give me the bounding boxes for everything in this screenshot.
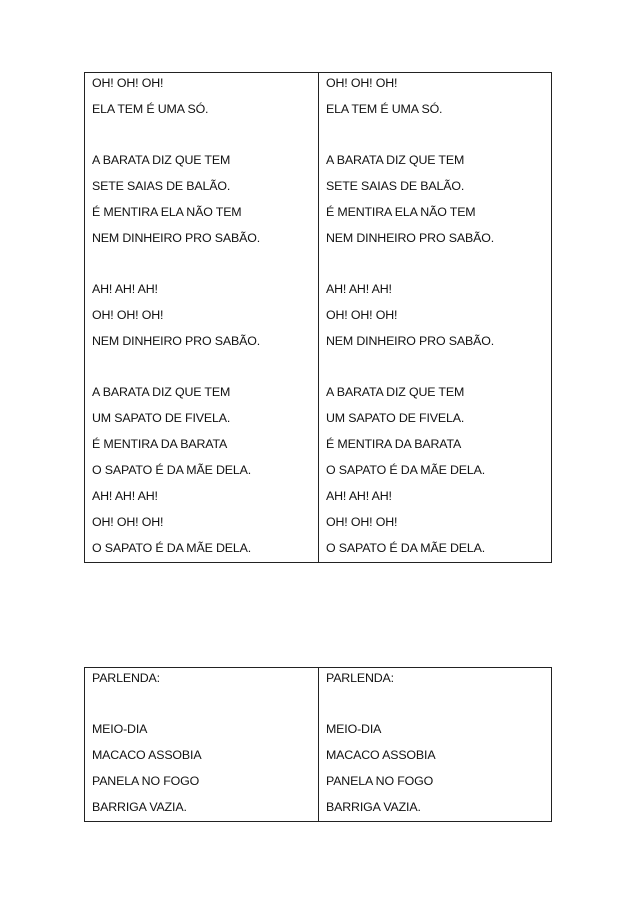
- parlenda-line: PANELA NO FOGO: [92, 774, 200, 788]
- song-line: A BARATA DIZ QUE TEM: [326, 385, 465, 399]
- song-line: AH! AH! AH!: [92, 282, 158, 296]
- song-line: OH! OH! OH!: [92, 76, 164, 90]
- parlenda-line: MEIO-DIA: [92, 722, 148, 736]
- song-line: NEM DINHEIRO PRO SABÃO.: [92, 334, 260, 348]
- song-line: O SAPATO É DA MÃE DELA.: [326, 463, 486, 477]
- song-line: A BARATA DIZ QUE TEM: [92, 153, 231, 167]
- parlenda-card-sheet: [84, 667, 552, 822]
- parlenda-line: BARRIGA VAZIA.: [92, 800, 187, 814]
- song-line: OH! OH! OH!: [92, 308, 164, 322]
- song-line: É MENTIRA DA BARATA: [326, 437, 462, 451]
- song-line: NEM DINHEIRO PRO SABÃO.: [92, 231, 260, 245]
- parlenda-title: PARLENDA:: [326, 671, 394, 685]
- parlenda-line: PANELA NO FOGO: [326, 774, 434, 788]
- song-line: É MENTIRA ELA NÃO TEM: [326, 205, 476, 219]
- song-line: É MENTIRA ELA NÃO TEM: [92, 205, 242, 219]
- song-line: SETE SAIAS DE BALÃO.: [92, 179, 231, 193]
- song-line: OH! OH! OH!: [326, 76, 398, 90]
- parlenda-card-left: [85, 668, 318, 821]
- song-line: AH! AH! AH!: [326, 489, 392, 503]
- song-line: O SAPATO É DA MÃE DELA.: [326, 541, 486, 555]
- song-line: NEM DINHEIRO PRO SABÃO.: [326, 231, 494, 245]
- song-line: AH! AH! AH!: [92, 489, 158, 503]
- song-line: OH! OH! OH!: [92, 515, 164, 529]
- song-line: OH! OH! OH!: [326, 308, 398, 322]
- song-card-left: [85, 73, 318, 562]
- song-card-sheet: [84, 72, 552, 563]
- song-line: ELA TEM É UMA SÓ.: [92, 102, 209, 116]
- song-line: UM SAPATO DE FIVELA.: [92, 411, 231, 425]
- parlenda-title: PARLENDA:: [92, 671, 160, 685]
- parlenda-card-right: [318, 668, 551, 821]
- song-line: O SAPATO É DA MÃE DELA.: [92, 463, 252, 477]
- song-line: OH! OH! OH!: [326, 515, 398, 529]
- song-card-right: [318, 73, 551, 562]
- parlenda-line: MACACO ASSOBIA: [326, 748, 436, 762]
- song-line: SETE SAIAS DE BALÃO.: [326, 179, 465, 193]
- song-line: NEM DINHEIRO PRO SABÃO.: [326, 334, 494, 348]
- song-line: AH! AH! AH!: [326, 282, 392, 296]
- song-line: ELA TEM É UMA SÓ.: [326, 102, 443, 116]
- song-line: O SAPATO É DA MÃE DELA.: [92, 541, 252, 555]
- song-line: A BARATA DIZ QUE TEM: [92, 385, 231, 399]
- parlenda-line: MEIO-DIA: [326, 722, 382, 736]
- song-line: A BARATA DIZ QUE TEM: [326, 153, 465, 167]
- parlenda-line: BARRIGA VAZIA.: [326, 800, 421, 814]
- song-line: UM SAPATO DE FIVELA.: [326, 411, 465, 425]
- song-line: É MENTIRA DA BARATA: [92, 437, 228, 451]
- parlenda-line: MACACO ASSOBIA: [92, 748, 202, 762]
